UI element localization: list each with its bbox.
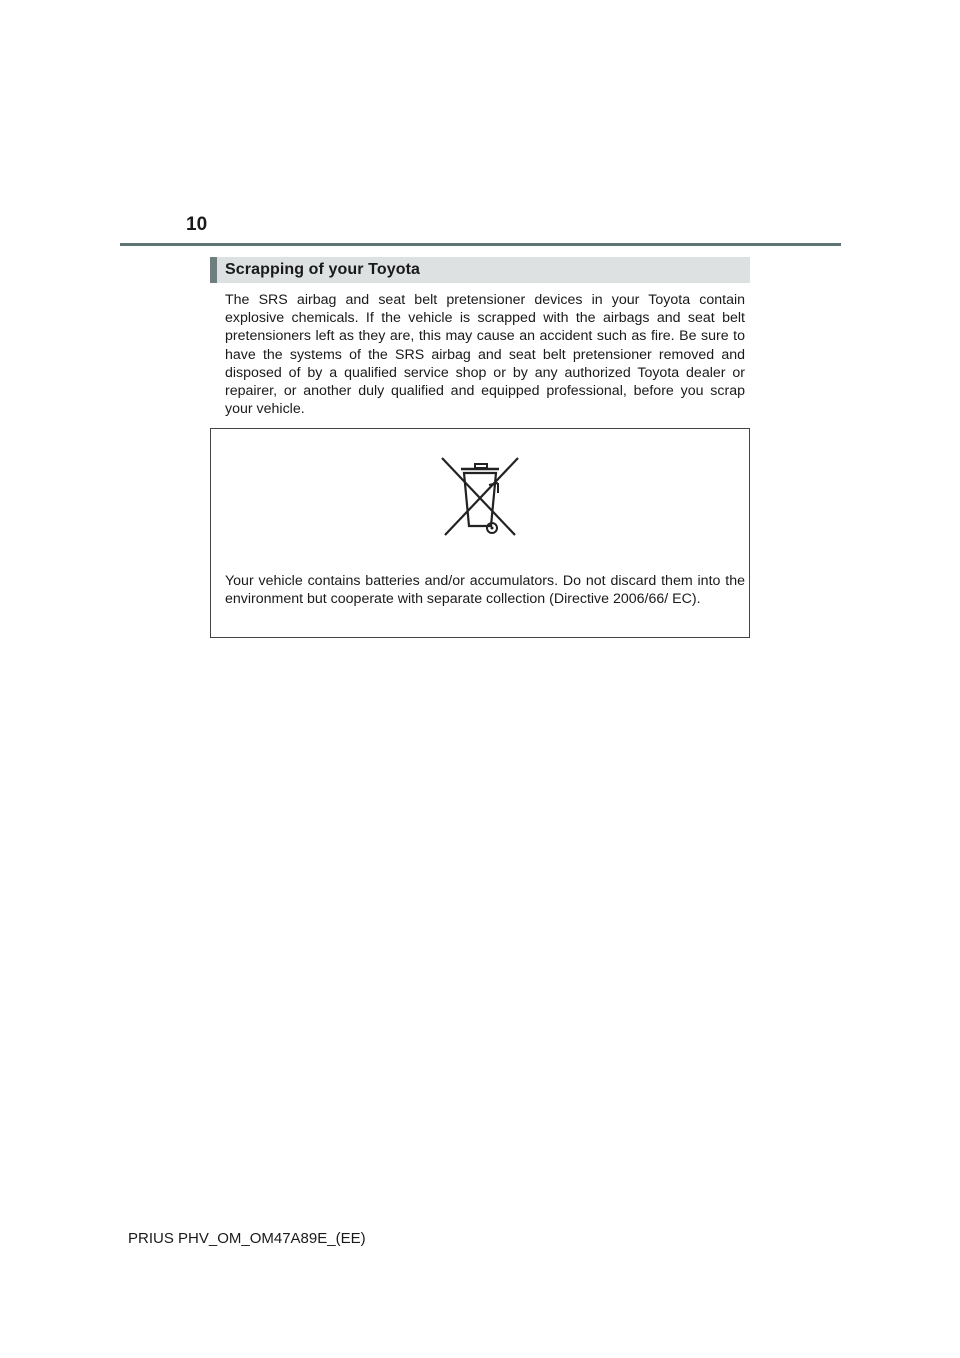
- section-body-text: The SRS airbag and seat belt pretensioner devices in your Toyota contain explosive chemicals. If the vehicle is scrapped with the airbags and seat belt pretensioners left as they are, this may cause an accident such as fire. Be sure to have the systems of the SRS airbag and seat belt pretensioner removed and disposed of by a qualified service shop or by any authorized Toyota dealer or repairer, or another duly qualified and equipped professional, before you scrap your vehicle.: [225, 292, 745, 418]
- crossed-out-wheelie-bin-icon: [439, 455, 521, 539]
- page-number: 10: [186, 214, 208, 235]
- battery-notice-text: Your vehicle contains batteries and/or accumulators. Do not discard them into the environment but cooperate with separate collection (Directive 2006/66/ EC).: [225, 573, 745, 608]
- header-rule: [120, 243, 841, 246]
- section-heading: [210, 257, 750, 283]
- footer-document-code: PRIUS PHV_OM_OM47A89E_(EE): [128, 1230, 366, 1247]
- section-heading-title: Scrapping of your Toyota: [225, 261, 421, 278]
- battery-disposal-notice: [210, 428, 750, 638]
